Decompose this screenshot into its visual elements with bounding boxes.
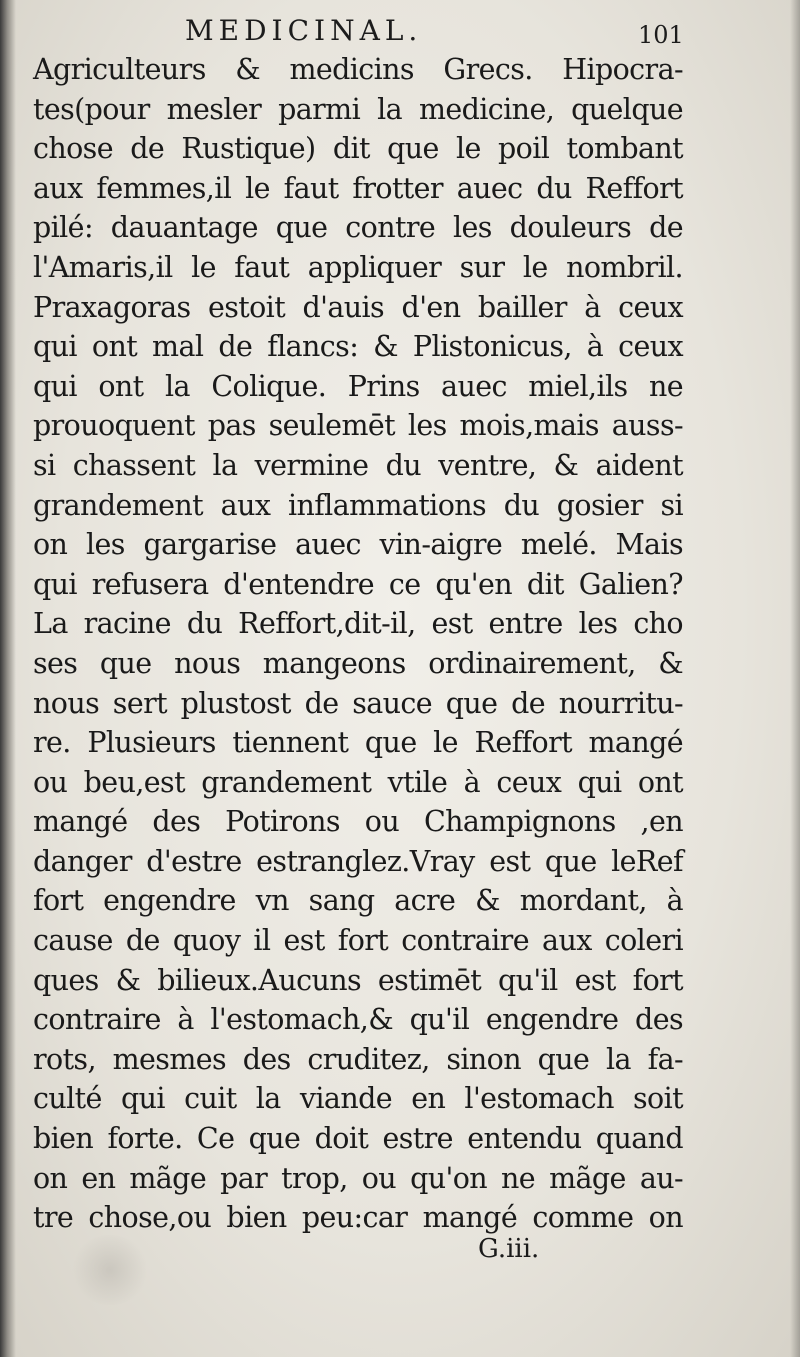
text-line: contraire à l'estomach,& qu'il engendre des xyxy=(33,1003,683,1037)
page-number: 101 xyxy=(638,21,684,49)
text-line: re. Plusieurs tiennent que le Reffort mangé xyxy=(33,726,683,760)
text-line: danger d'estre estranglez.Vray est que leRef xyxy=(33,844,683,878)
text-line: tre chose,ou bien peu:car mangé comme on xyxy=(33,1201,683,1235)
text-line: Agriculteurs & medicins Grecs. Hipocra- xyxy=(33,53,683,86)
text-line: mangé des Potirons ou Champignons ,en xyxy=(33,805,683,839)
text-line: qui ont la Colique. Prins auec miel,ils ne xyxy=(33,369,683,403)
text-line: tes(pour mesler parmi la medicine, quelque xyxy=(33,92,683,126)
paper-stain xyxy=(70,1235,150,1305)
text-line: La racine du Reffort,dit-il, est entre les cho xyxy=(33,607,683,641)
text-line: ou beu,est grandement vtile à ceux qui ont xyxy=(33,765,683,799)
text-line: grandement aux inflammations du gosier si xyxy=(33,488,683,522)
text-line: Praxagoras estoit d'auis d'en bailler à ceux xyxy=(33,290,683,324)
running-head xyxy=(0,14,800,54)
text-line: rots, mesmes des cruditez, sinon que la fa- xyxy=(33,1042,683,1076)
text-line: on en mãge par trop, ou qu'on ne mãge au- xyxy=(33,1161,683,1195)
text-line: fort engendre vn sang acre & mordant, à xyxy=(33,884,683,918)
text-line: qui ont mal de flancs: & Plistonicus, à ceux xyxy=(33,330,683,364)
spine-shadow xyxy=(0,0,16,1357)
text-line: qui refusera d'entendre ce qu'en dit Galien? xyxy=(33,567,683,601)
text-line: aux femmes,il le faut frotter auec du Reffort xyxy=(33,171,683,205)
text-line: ques & bilieux.Aucuns estimēt qu'il est fort xyxy=(33,963,683,997)
text-line: si chassent la vermine du ventre, & aident xyxy=(33,448,683,482)
text-line: pilé: dauantage que contre les douleurs de xyxy=(33,211,683,245)
text-line: chose de Rustique) dit que le poil tombant xyxy=(33,132,683,166)
running-title: MEDICINAL. xyxy=(185,14,423,47)
text-line: bien forte. Ce que doit estre entendu quand xyxy=(33,1122,683,1156)
body-text xyxy=(33,50,683,1238)
text-line: ses que nous mangeons ordinairement, & xyxy=(33,646,683,680)
text-line: prouoquent pas seulemēt les mois,mais auss- xyxy=(33,409,683,443)
text-line: on les gargarise auec vin-aigre melé. Mais xyxy=(33,528,683,562)
text-line: nous sert plustost de sauce que de nourritu- xyxy=(33,686,683,720)
text-line: l'Amaris,il le faut appliquer sur le nombril. xyxy=(33,250,683,284)
signature-mark: G.iii. xyxy=(478,1234,540,1264)
page-edge-shadow xyxy=(790,0,800,1357)
text-line: culté qui cuit la viande en l'estomach soit xyxy=(33,1082,683,1116)
text-line: cause de quoy il est fort contraire aux coleri xyxy=(33,924,683,958)
